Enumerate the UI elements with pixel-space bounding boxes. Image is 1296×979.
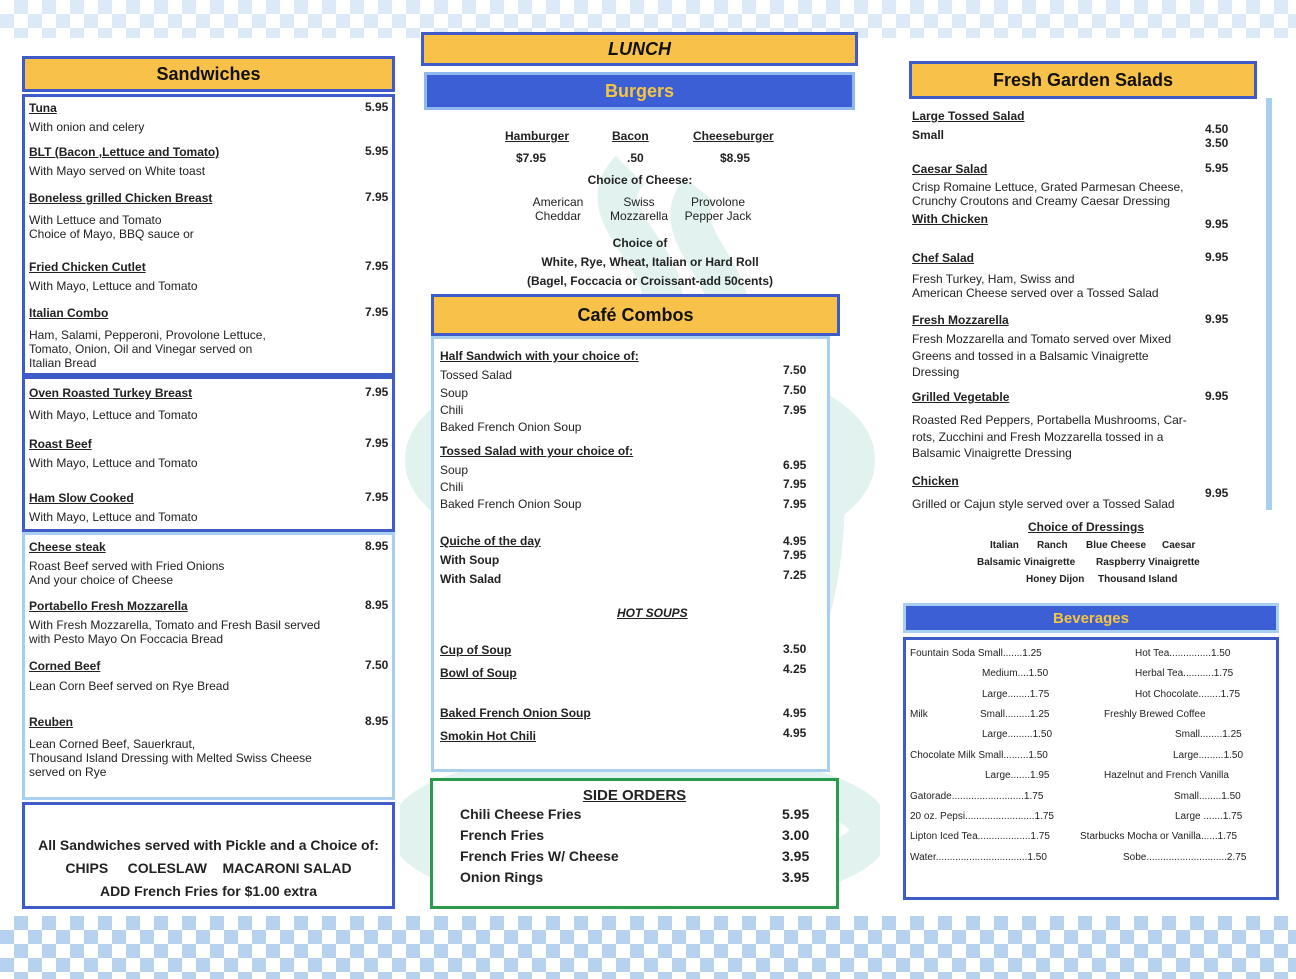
beverage-line: Small.........1.25: [980, 709, 1050, 720]
menu-item-desc: With onion and celery: [29, 120, 145, 134]
side-item-price: 5.95: [782, 806, 810, 822]
burger-price-bacon: .50: [627, 151, 644, 165]
salad-desc: Fresh Mozzarella and Tomato served over Mixed Greens and tossed in a Balsamic Vinaigrette Dressing: [912, 332, 1172, 379]
dressing-option: Honey Dijon: [1026, 574, 1085, 585]
dressing-option: Thousand Island: [1098, 574, 1178, 585]
salads-header: Fresh Garden Salads: [909, 61, 1257, 99]
cheese-choice-title: Choice of Cheese:: [587, 173, 693, 187]
combos-header: Café Combos: [431, 294, 840, 336]
salad-price: 5.95: [1205, 161, 1229, 175]
burger-name-bacon: Bacon: [612, 129, 649, 143]
salad-name: Grilled Vegetable: [912, 390, 1010, 404]
bread-options: White, Rye, Wheat, Italian or Hard Roll: [541, 255, 759, 269]
menu-item-price: 7.95: [365, 305, 389, 319]
dressing-option: Balsamic Vinaigrette: [977, 557, 1076, 568]
menu-item-name: Fried Chicken Cutlet: [29, 260, 146, 274]
burger-price-cheeseburger: $8.95: [720, 151, 751, 165]
menu-item-desc: Lean Corned Beef, Sauerkraut, Thousand Island Dressing with Melted Swiss Cheese served on Rye: [29, 737, 312, 779]
sides-note-line1: All Sandwiches served with Pickle and a Choice of:: [38, 837, 379, 853]
menu-item-name: Cheese steak: [29, 540, 106, 554]
side-item-price: 3.95: [782, 869, 810, 885]
salad-name: Chef Salad: [912, 251, 975, 265]
menu-item-name: Ham Slow Cooked: [29, 491, 134, 505]
beverages-header: Beverages: [903, 603, 1279, 633]
side-item-name: Chili Cheese Fries: [460, 806, 582, 822]
soup-name: Smokin Hot Chili: [440, 729, 536, 743]
burger-price-hamburger: $7.95: [516, 151, 547, 165]
beverage-line: Starbucks Mocha or Vanilla......1.75: [1080, 831, 1238, 842]
combo-item-name: Chili: [440, 403, 464, 417]
dressings-title: Choice of Dressings: [1027, 520, 1145, 534]
sandwiches-header: Sandwiches: [22, 56, 395, 92]
salad-name: Chicken: [912, 474, 959, 488]
salad-with-chicken: With Chicken: [912, 212, 988, 226]
menu-item-name: Oven Roasted Turkey Breast: [29, 386, 193, 400]
quiche-price: 4.95: [783, 534, 807, 548]
menu-item-desc: Ham, Salami, Pepperoni, Provolone Lettuce, Tomato, Onion, Oil and Vinegar served on Italian Bread: [29, 328, 266, 370]
menu-item-price: 7.95: [365, 385, 389, 399]
cheese-option: Provolone Pepper Jack: [684, 195, 752, 223]
salad-desc: Crisp Romaine Lettuce, Grated Parmesan Cheese, Crunchy Croutons and Creamy Caesar Dressing: [912, 180, 1184, 208]
beverage-line: Sobe.............................2.75: [1123, 852, 1247, 863]
salad-price: 9.95: [1205, 250, 1229, 264]
menu-item-name: Corned Beef: [29, 659, 101, 673]
menu-item-desc: Roast Beef served with Fried Onions And your choice of Cheese: [29, 559, 225, 587]
side-item-name: French Fries W/ Cheese: [460, 848, 619, 864]
menu-item-price: 8.95: [365, 714, 389, 728]
tossed-salad-combo-title: Tossed Salad with your choice of:: [440, 444, 634, 458]
beverage-line: Large.........1.50: [1173, 750, 1244, 761]
quiche-soup-name: With Soup: [440, 553, 500, 567]
hot-soups-title: HOT SOUPS: [617, 606, 688, 620]
beverage-line: Fountain Soda Small.......1.25: [910, 648, 1042, 659]
combo-item-name: Baked French Onion Soup: [440, 420, 582, 434]
soup-name: Cup of Soup: [440, 643, 512, 657]
dressing-option: Italian: [990, 540, 1019, 551]
beverage-line: Hazelnut and French Vanilla: [1104, 770, 1229, 781]
beverage-line: Large .......1.75: [1175, 811, 1243, 822]
combo-item-price: 6.95: [783, 458, 807, 472]
salad-desc: Fresh Turkey, Ham, Swiss and American Cheese served over a Tossed Salad: [912, 272, 1159, 300]
beverage-line: Gatorade..........................1.75: [910, 791, 1044, 802]
beverage-line: Hot Chocolate........1.75: [1135, 689, 1241, 700]
soup-name: Baked French Onion Soup: [440, 706, 591, 720]
salad-with-chicken-price: 9.95: [1205, 217, 1229, 231]
bread-extra: (Bagel, Foccacia or Croissant-add 50cents): [526, 274, 774, 288]
menu-item-price: 8.95: [365, 598, 389, 612]
menu-item-name: Italian Combo: [29, 306, 109, 320]
soup-name: Bowl of Soup: [440, 666, 517, 680]
beverage-line: 20 oz. Pepsi.........................1.75: [910, 811, 1054, 822]
quiche-name: Quiche of the day: [440, 534, 541, 548]
sides-note-line3: ADD French Fries for $1.00 extra: [99, 883, 318, 899]
quiche-soup-price: 7.95: [783, 548, 807, 562]
combo-item-name: Soup: [440, 463, 469, 477]
beverage-line: Small........1.25: [1175, 729, 1242, 740]
combo-item-name: Chili: [440, 480, 464, 494]
dressing-option: Caesar: [1162, 540, 1196, 551]
menu-item-desc: With Mayo, Lettuce and Tomato: [29, 456, 198, 470]
dressing-option: Ranch: [1037, 540, 1068, 551]
menu-item-name: Boneless grilled Chicken Breast: [29, 191, 213, 205]
menu-item-desc: With Fresh Mozzarella, Tomato and Fresh Basil served with Pesto Mayo On Foccacia Bread: [29, 618, 321, 646]
burger-name-hamburger: Hamburger: [505, 129, 570, 143]
side-item-name: French Fries: [460, 827, 545, 843]
combo-item-name: Tossed Salad: [440, 368, 513, 382]
combo-item-price: 7.95: [783, 477, 807, 491]
salad-price: 9.95: [1205, 312, 1229, 326]
combo-item-price: 7.95: [783, 497, 807, 511]
combo-item-price: 7.95: [783, 403, 807, 417]
salad-desc: Roasted Red Peppers, Portabella Mushrooms, Car- rots, Zucchini and Fresh Mozzarella tossed in a Balsamic Vinaigrette Dressing: [912, 413, 1187, 460]
dressing-option: Blue Cheese: [1086, 540, 1147, 551]
menu-item-price: 8.95: [365, 539, 389, 553]
soup-price: 4.95: [783, 706, 807, 720]
salad-name: Large Tossed Salad: [912, 109, 1025, 123]
combo-item-name: Soup: [440, 386, 469, 400]
burgers-header: Burgers: [424, 72, 855, 110]
beverage-line: Large.........1.50: [982, 729, 1053, 740]
salad-price-small: 3.50: [1205, 136, 1229, 150]
menu-item-name: Tuna: [29, 101, 57, 115]
combo-item-name: Baked French Onion Soup: [440, 497, 582, 511]
side-item-name: Onion Rings: [460, 869, 544, 885]
menu-item-price: 7.95: [365, 490, 389, 504]
combo-item-price: 7.50: [783, 363, 807, 377]
quiche-salad-name: With Salad: [440, 572, 502, 586]
cheese-option: Swiss Mozzarella: [609, 195, 669, 223]
beverage-line: Medium....1.50: [982, 668, 1049, 679]
salad-price: 9.95: [1205, 389, 1229, 403]
salad-name: Caesar Salad: [912, 162, 988, 176]
quiche-salad-price: 7.25: [783, 568, 807, 582]
salad-price-large: 4.50: [1205, 122, 1229, 136]
cheese-option: American Cheddar: [532, 195, 584, 223]
bread-choice-title: Choice of: [612, 236, 668, 250]
menu-item-desc: With Mayo, Lettuce and Tomato: [29, 510, 198, 524]
beverage-line: Freshly Brewed Coffee: [1104, 709, 1206, 720]
menu-item-price: 7.95: [365, 436, 389, 450]
salad-name: Fresh Mozzarella: [912, 313, 1009, 327]
salad-price: 9.95: [1205, 486, 1229, 500]
beverage-line: Lipton Iced Tea...................1.75: [910, 831, 1050, 842]
menu-item-name: BLT (Bacon ,Lettuce and Tomato): [29, 145, 220, 159]
menu-item-desc: With Mayo served on White toast: [29, 164, 206, 178]
menu-item-desc: With Mayo, Lettuce and Tomato: [29, 408, 198, 422]
dressing-option: Raspberry Vinaigrette: [1096, 557, 1200, 568]
menu-item-price: 7.95: [365, 190, 389, 204]
sides-note-line2: CHIPS COLESLAW MACARONI SALAD: [65, 860, 352, 876]
menu-item-desc: With Lettuce and Tomato Choice of Mayo, BBQ sauce or: [29, 213, 194, 241]
beverage-line: Large.......1.95: [985, 770, 1050, 781]
beverage-line: Milk: [910, 709, 928, 720]
beverage-line: Hot Tea...............1.50: [1135, 648, 1231, 659]
burger-name-cheeseburger: Cheeseburger: [693, 129, 774, 143]
menu-item-price: 7.50: [365, 658, 389, 672]
menu-item-price: 5.95: [365, 100, 389, 114]
salad-size-small: Small: [912, 128, 945, 142]
menu-item-desc: With Mayo, Lettuce and Tomato: [29, 279, 198, 293]
beverage-line: Herbal Tea...........1.75: [1135, 668, 1234, 679]
side-item-price: 3.00: [782, 827, 810, 843]
menu-item-desc: Lean Corn Beef served on Rye Bread: [29, 679, 230, 693]
beverage-line: Small........1.50: [1174, 791, 1241, 802]
salad-desc: Grilled or Cajun style served over a Tossed Salad: [912, 497, 1175, 511]
soup-price: 4.95: [783, 726, 807, 740]
soup-price: 3.50: [783, 642, 807, 656]
combo-item-price: 7.50: [783, 383, 807, 397]
half-sandwich-title: Half Sandwich with your choice of:: [440, 349, 639, 363]
soup-price: 4.25: [783, 662, 807, 676]
menu-item-name: Reuben: [29, 715, 74, 729]
menu-item-price: 7.95: [365, 259, 389, 273]
beverage-line: Large........1.75: [982, 689, 1050, 700]
sandwich-sides-note: [22, 834, 395, 903]
menu-item-name: Portabello Fresh Mozzarella: [29, 599, 188, 613]
beverage-line: Chocolate Milk Small.........1.50: [910, 750, 1048, 761]
side-orders-title: SIDE ORDERS: [582, 787, 687, 804]
menu-item-price: 5.95: [365, 144, 389, 158]
lunch-title: LUNCH: [421, 32, 858, 66]
beverage-line: Water.................................1.50: [910, 852, 1047, 863]
menu-item-name: Roast Beef: [29, 437, 92, 451]
side-item-price: 3.95: [782, 848, 810, 864]
